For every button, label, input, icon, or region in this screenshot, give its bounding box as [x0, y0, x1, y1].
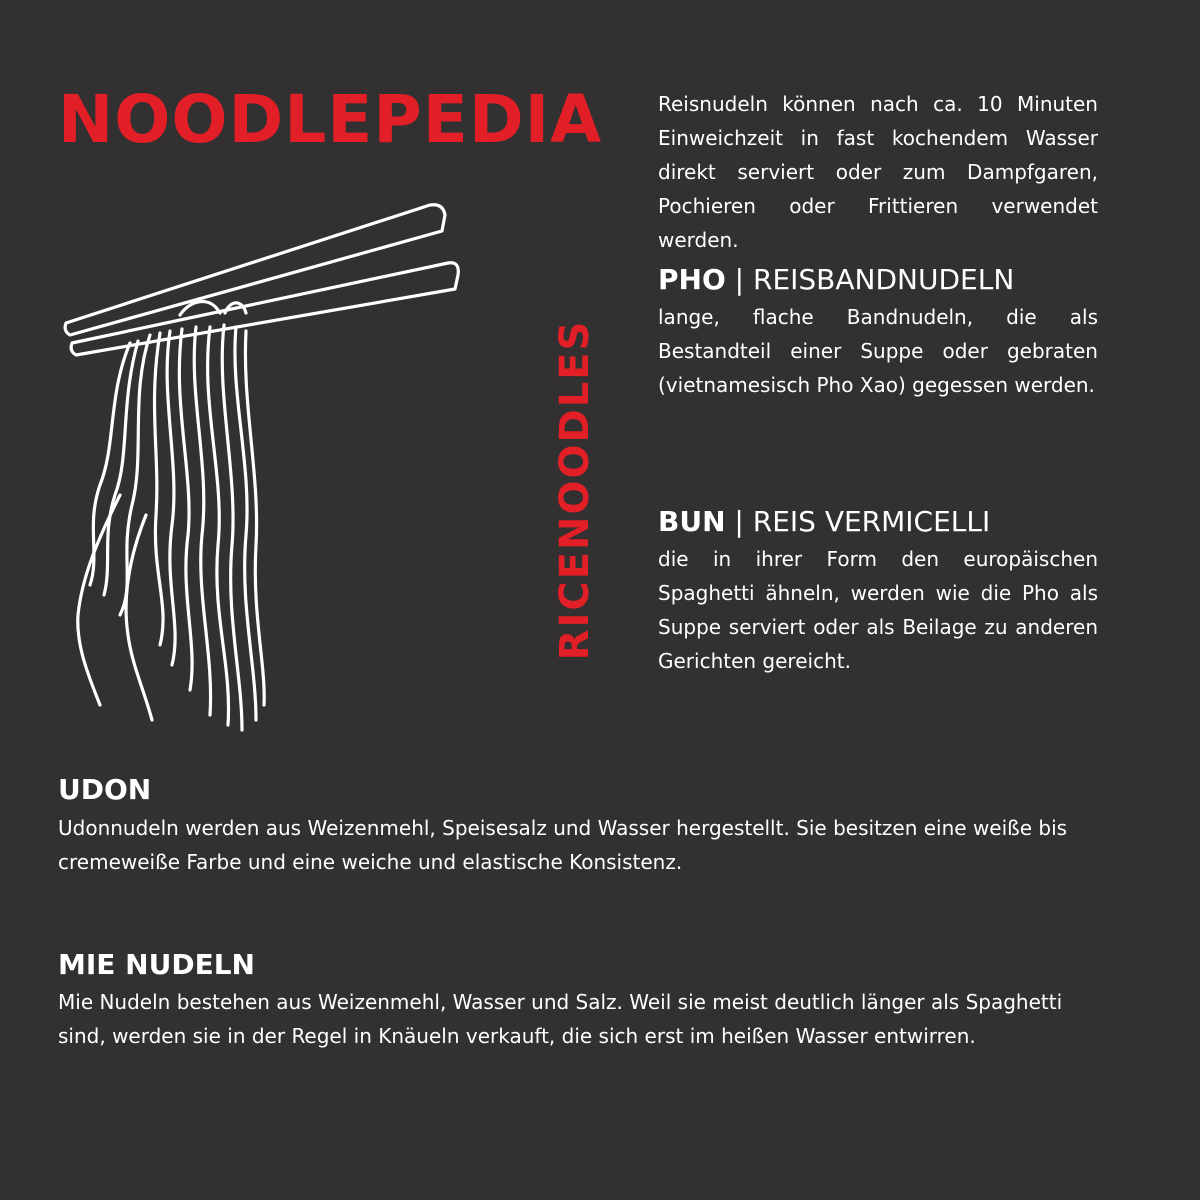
- bun-separator: |: [725, 505, 753, 538]
- pho-name: PHO: [658, 263, 726, 296]
- bun-heading: [658, 505, 990, 539]
- chopsticks-noodles-icon: [60, 195, 470, 740]
- pho-subtitle: REISBANDNUDELN: [753, 263, 1015, 296]
- bun-subtitle: REIS VERMICELLI: [752, 505, 991, 538]
- pho-description: lange, flache Bandnudeln, die als Bestandteil einer Suppe oder gebraten (vietnamesisch Pho Xao) gegessen werden.: [658, 305, 1098, 397]
- mie-description: Mie Nudeln bestehen aus Weizenmehl, Wasser und Salz. Weil sie meist deutlich länger als Spaghetti sind, werden sie in der Regel in Knäueln verkauft, die sich erst im heißen Wasser entwirren.: [58, 990, 1063, 1048]
- bun-name: BUN: [658, 505, 726, 538]
- category-label: RICENOODLES: [552, 319, 598, 661]
- udon-heading: UDON: [58, 773, 152, 806]
- udon-description: Udonnudeln werden aus Weizenmehl, Speisesalz und Wasser hergestellt. Sie besitzen eine weiße bis cremeweiße Farbe und eine weiche und elastische Konsistenz.: [58, 816, 1068, 874]
- pho-separator: |: [725, 263, 753, 296]
- intro-paragraph: Reisnudeln können nach ca. 10 Minuten Einweichzeit in fast kochendem Wasser direkt serviert oder zum Dampfgaren, Pochieren oder Frittieren verwendet werden.: [658, 92, 1098, 252]
- pho-heading: [658, 263, 1014, 297]
- page-title: NOODLEPEDIA: [58, 81, 603, 158]
- mie-heading: MIE NUDELN: [58, 948, 255, 981]
- bun-description: die in ihrer Form den europäischen Spaghetti ähneln, werden wie die Pho als Suppe serviert oder als Beilage zu anderen Gerichten gereicht.: [658, 547, 1098, 673]
